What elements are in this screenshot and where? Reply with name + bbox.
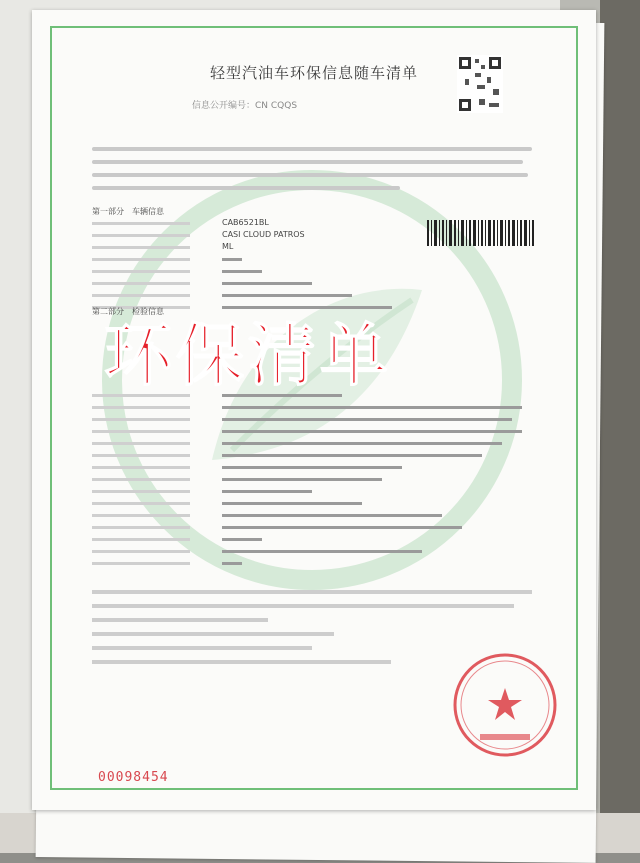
intro-paragraph bbox=[92, 138, 532, 199]
official-seal-icon bbox=[450, 650, 560, 760]
table-row: ML bbox=[92, 242, 422, 254]
table-row: CAB6521BL bbox=[92, 218, 422, 230]
table-row bbox=[92, 462, 532, 474]
table-row bbox=[92, 402, 532, 414]
table-row bbox=[92, 426, 532, 438]
table-row bbox=[92, 414, 532, 426]
table-row bbox=[92, 510, 532, 522]
table-row bbox=[92, 474, 532, 486]
part2-label: 第二部分 检验信息 bbox=[92, 307, 164, 316]
part1-label: 第一部分 车辆信息 bbox=[92, 207, 164, 216]
certificate-sheet bbox=[32, 10, 596, 810]
table-row bbox=[92, 438, 532, 450]
table-row bbox=[92, 534, 532, 546]
table-row bbox=[92, 546, 532, 558]
info-disclosure-number: 信息公开编号：CN CQQS bbox=[192, 101, 298, 111]
qr-code-icon bbox=[457, 55, 503, 113]
table-row bbox=[92, 558, 532, 570]
table-row bbox=[92, 290, 422, 302]
table-row bbox=[92, 498, 532, 510]
barcode-icon bbox=[425, 220, 535, 246]
table-row bbox=[92, 266, 422, 278]
table-row bbox=[92, 450, 532, 462]
environmental-list-overlay: 环保清单 bbox=[104, 317, 393, 396]
table-row bbox=[92, 522, 532, 534]
table-row bbox=[92, 278, 422, 290]
table-row bbox=[92, 486, 532, 498]
table-row bbox=[92, 254, 422, 266]
inspection-info-rows bbox=[92, 390, 532, 570]
serial-number: 00098454 bbox=[98, 770, 169, 785]
document-title: 轻型汽油车环保信息随车清单 bbox=[209, 64, 418, 82]
vehicle-info-rows bbox=[92, 218, 422, 314]
table-row: CASI CLOUD PATROS bbox=[92, 230, 422, 242]
